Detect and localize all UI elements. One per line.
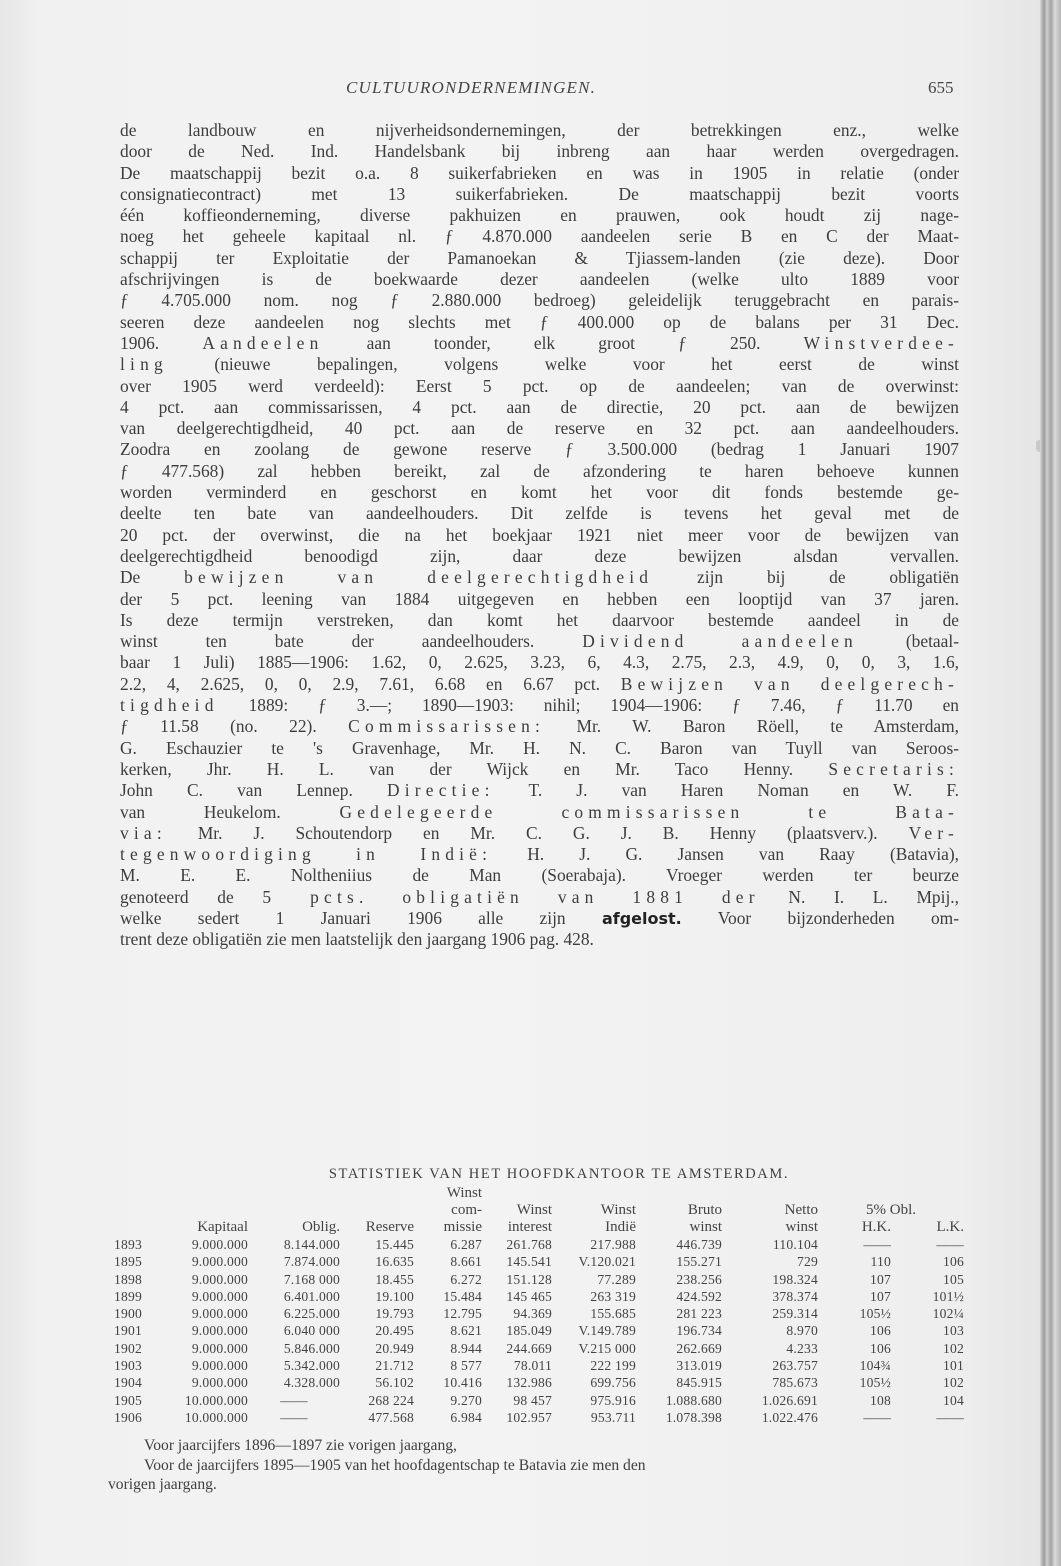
text-line <box>120 802 959 823</box>
col-header-hk: H.K. <box>861 1219 891 1235</box>
table-cell-year: 1901 <box>114 1323 142 1339</box>
table-cell: 15.484 <box>443 1288 482 1304</box>
table-row <box>114 1271 964 1288</box>
col-header: Netto <box>784 1202 818 1218</box>
spaced-heading-commissarissen: Commissarissen: <box>348 716 546 737</box>
table-row <box>114 1236 964 1253</box>
text-line <box>120 695 959 716</box>
text-run: H. J. G. Jansen van Raay (Batavia), <box>527 844 960 865</box>
col-header <box>340 1185 414 1219</box>
table-cell: 217.988 <box>590 1237 636 1252</box>
table-cell: —— <box>863 1237 891 1252</box>
table-cell: 263 319 <box>590 1288 636 1304</box>
table-cell: 6.272 <box>450 1271 482 1287</box>
col-header-kapitaal: Kapitaal <box>197 1219 248 1235</box>
text-line: seeren deze aandeelen nog slechts met ƒ 400.000 op de balans per 31 Dec. <box>120 311 959 332</box>
table-cell: 8.944 <box>450 1340 482 1356</box>
table-cell: 6.401.000 <box>283 1288 340 1304</box>
table-cell: 378.374 <box>772 1288 818 1304</box>
table-cell: 8.661 <box>450 1254 482 1270</box>
table-row <box>114 1288 964 1305</box>
table-cell: 263.757 <box>772 1358 818 1374</box>
table-cell: 20.949 <box>375 1340 414 1356</box>
table-cell: 19.100 <box>375 1288 414 1304</box>
text-line <box>120 887 959 908</box>
text-line: 4 pct. aan commissarissen, 4 pct. aan de directie, 20 pct. aan de bewijzen <box>120 396 959 417</box>
table-cell: 106 <box>870 1323 891 1339</box>
table-cell: 9.000.000 <box>191 1254 248 1270</box>
table-cell: 94.369 <box>513 1306 552 1322</box>
table-cell: 261.768 <box>506 1237 552 1252</box>
text-line: 20 pct. der overwinst, die na het boekjaar 1921 niet meer voor de bewijzen van <box>120 524 959 545</box>
text-run: Mr. J. Schoutendorp en Mr. C. G. J. B. Henny (plaatsverv.). <box>197 822 878 843</box>
col-header-reserve: Reserve <box>365 1219 414 1235</box>
table-cell: 8.970 <box>786 1323 818 1339</box>
text-run: (nieuwe bepalingen, volgens welke voor het eerst de winst <box>214 354 960 375</box>
running-title: CULTUURONDERNEMINGEN. <box>346 78 597 97</box>
book-spine-edge <box>1040 0 1061 1566</box>
text-run: ƒ 11.58 (no. 22). <box>120 716 317 737</box>
table-cell: 729 <box>797 1254 818 1270</box>
table-cell: 108 <box>870 1392 891 1408</box>
table-cell: 238.256 <box>676 1271 722 1287</box>
table-cell: 259.314 <box>772 1306 818 1322</box>
spaced-heading-bewijzen: bewijzen van deelgerechtigdheid <box>184 567 654 588</box>
text-line: De maatschappij bezit o.a. 8 suikerfabrieken en was in 1905 in relatie (onder <box>120 162 959 183</box>
text-line: G. Eschauzier te 's Gravenhage, Mr. H. N. C. Baron van Tuyll van Seroos- <box>120 737 959 758</box>
col-header <box>114 1185 156 1219</box>
table-cell: 7.168 000 <box>283 1271 340 1287</box>
table-cell: —— <box>936 1237 964 1252</box>
table-cell: 7.874.000 <box>283 1254 340 1270</box>
text-line <box>120 333 959 354</box>
table-cell: 132.986 <box>506 1375 552 1391</box>
col-header-winst-interest: interest <box>507 1219 552 1235</box>
text-line: Zoodra en zoolang de gewone reserve ƒ 3.500.000 (bedrag 1 Januari 1907 <box>120 439 959 460</box>
table-cell: 102¼ <box>932 1306 964 1322</box>
table-cell-year: 1899 <box>114 1288 142 1304</box>
footnote-2-line2: vorigen jaargang. <box>108 1476 217 1493</box>
table-cell: —— <box>936 1409 964 1425</box>
table-row <box>114 1392 964 1409</box>
statistics-table <box>114 1185 964 1426</box>
table-cell: 98 457 <box>513 1392 552 1408</box>
table-cell: 4.328.000 <box>283 1375 340 1391</box>
table-cell: 8.621 <box>450 1323 482 1339</box>
spaced-heading-obligatien: 5 pcts. obligatiën van 1881 der <box>262 886 760 907</box>
table-cell-year: 1906 <box>114 1409 142 1425</box>
text-line: ƒ 4.705.000 nom. nog ƒ 2.880.000 bedroeg) geleidelijk teruggebracht en parais- <box>120 290 959 311</box>
table-title: STATISTIEK VAN HET HOOFDKANTOOR TE AMSTERDAM. <box>328 1166 790 1182</box>
bold-afgelost: afgelost. <box>601 908 682 928</box>
table-cell: 281 223 <box>676 1306 722 1322</box>
table-cell: 8 577 <box>450 1358 482 1374</box>
col-header: Bruto <box>687 1202 722 1218</box>
text-run: winst ten bate der aandeelhouders. <box>120 631 535 652</box>
spaced-heading-batavia: via: <box>120 822 167 843</box>
table-cell: 975.916 <box>590 1392 636 1408</box>
table-cell: 10.000.000 <box>184 1409 248 1425</box>
text-line: deelte ten bate van aandeelhouders. Dit zelfde is tevens het geval met de <box>120 503 959 524</box>
text-run: 1889: ƒ 3.—; 1890—1903: nihil; 1904—1906: ƒ 7.46, ƒ 11.70 en <box>248 695 959 716</box>
table-cell: 78.011 <box>513 1358 552 1374</box>
table-cell-year: 1904 <box>114 1375 142 1391</box>
table-cell: 5.342.000 <box>283 1358 340 1374</box>
text-run: (betaal- <box>905 631 959 652</box>
table-cell: 19.793 <box>375 1306 414 1322</box>
table-cell: 101½ <box>932 1288 964 1304</box>
table-cell: 18.455 <box>375 1271 414 1287</box>
table-cell: 104¾ <box>859 1358 891 1374</box>
table-cell: 145 465 <box>506 1288 552 1304</box>
col-header-winst-indie: Indië <box>605 1219 636 1235</box>
col-header <box>248 1185 340 1219</box>
spaced-heading-aandeelen: Aandeelen <box>202 332 324 353</box>
table-cell: 1.078.398 <box>665 1409 722 1425</box>
text-line: schappij ter Exploitatie der Pamanoekan & Tjiassem-landen (zie deze). Door <box>120 247 959 268</box>
table-row <box>114 1409 964 1426</box>
col-header <box>156 1185 248 1219</box>
table-cell: 151.128 <box>506 1271 552 1287</box>
text-line: M. E. E. Noltheniius de Man (Soerabaja). Vroeger werden ter beurze <box>120 865 959 886</box>
text-run: Mr. W. Baron Röell, te Amsterdam, <box>576 716 959 737</box>
text-line: baar 1 Juli) 1885—1906: 1.62, 0, 2.625, 3.23, 6, 4.3, 2.75, 2.3, 4.9, 0, 0, 3, 1.6, <box>120 652 959 673</box>
table-cell: 21.712 <box>375 1358 414 1374</box>
table-cell: 313.019 <box>676 1358 722 1374</box>
table-cell: 6.984 <box>450 1409 482 1425</box>
table-cell: 16.635 <box>375 1254 414 1270</box>
table-cell: 105½ <box>859 1306 891 1322</box>
table-cell: 424.592 <box>676 1288 722 1304</box>
text-line: noeg het geheele kapitaal nl. ƒ 4.870.000 aandeelen serie B en C der Maat- <box>120 226 959 247</box>
table-cell: 106 <box>870 1340 891 1356</box>
table-cell: 8.144.000 <box>283 1237 340 1252</box>
text-line: deelgerechtigdheid benoodigd zijn, daar deze bewijzen alsdan vervallen. <box>120 545 959 566</box>
running-head <box>0 78 1040 102</box>
table-cell: 5.846.000 <box>283 1340 340 1356</box>
table-cell: —— <box>280 1409 308 1425</box>
table-cell: 110.104 <box>772 1237 818 1252</box>
col-header-year <box>114 1219 156 1236</box>
table-cell: 9.000.000 <box>191 1358 248 1374</box>
table-cell: 102.957 <box>506 1409 552 1425</box>
table-cell: 1.088.680 <box>665 1392 722 1408</box>
col-header-lk: L.K. <box>936 1219 964 1235</box>
text-line: van deelgerechtigdheid, 40 pct. aan de reserve en 32 pct. aan aandeelhouders. <box>120 418 959 439</box>
table-cell: 6.040 000 <box>283 1323 340 1339</box>
table-cell: —— <box>280 1392 308 1408</box>
table-cell: —— <box>863 1409 891 1425</box>
text-run: zijn bij de obligatiën <box>697 567 959 588</box>
table-cell: 105 <box>943 1271 964 1287</box>
table-body <box>114 1236 964 1426</box>
col-header-bruto-winst: winst <box>689 1219 722 1235</box>
table-cell: 845.915 <box>676 1375 722 1391</box>
table-cell: 1.022.476 <box>761 1409 818 1425</box>
table-cell: 20.495 <box>375 1323 414 1339</box>
table-cell: 103 <box>943 1323 964 1339</box>
table-cell: 110 <box>870 1254 891 1270</box>
text-line <box>120 908 959 929</box>
table-cell: 198.324 <box>772 1271 818 1287</box>
table-cell: V.149.789 <box>578 1323 636 1339</box>
table-cell: 9.000.000 <box>191 1271 248 1287</box>
table-cell: V.120.021 <box>578 1254 636 1270</box>
spaced-heading-dividend: Dividend aandeelen <box>582 631 858 652</box>
table-cell: 9.270 <box>450 1392 482 1408</box>
table-cell: 12.795 <box>443 1306 482 1322</box>
table-cell: 1.026.691 <box>761 1392 818 1408</box>
table-cell: 102 <box>943 1375 964 1391</box>
table-cell: 222 199 <box>590 1358 636 1374</box>
table-cell: 9.000.000 <box>191 1306 248 1322</box>
table-header-row-top <box>114 1185 964 1219</box>
spaced-heading-winstverdeeling-cont: ling <box>120 354 168 375</box>
table-cell: 699.756 <box>590 1375 636 1391</box>
text-run: genoteerd de <box>120 886 234 907</box>
table-cell: 9.000.000 <box>191 1237 248 1252</box>
table-cell: 185.049 <box>506 1323 552 1339</box>
text-run: kerken, Jhr. H. L. van der Wijck en Mr. Taco Henny. <box>120 758 794 779</box>
table-cell-year: 1905 <box>114 1392 142 1408</box>
text-line: afschrijvingen is de boekwaarde dezer aandeelen (welke ulto 1889 voor <box>120 269 959 290</box>
footnote-2-line1: Voor de jaarcijfers 1895—1905 van het hoofdagentschap te Batavia zie men den <box>144 1456 646 1474</box>
text-line <box>120 844 959 865</box>
text-line <box>120 631 959 652</box>
spaced-heading-bewijzen-deel: Bewijzen van deelgerech- <box>620 673 959 694</box>
table-cell: 104 <box>943 1392 964 1408</box>
spaced-heading-tigdheid: tigdheid <box>120 695 219 716</box>
table-cell: 10.000.000 <box>184 1392 248 1408</box>
text-line <box>120 823 959 844</box>
table-cell-year: 1898 <box>114 1271 142 1287</box>
col-header-oblig: Oblig. <box>302 1219 340 1235</box>
table-row <box>114 1305 964 1322</box>
spaced-heading-ver: Ver- <box>908 822 959 843</box>
footnote-1: Voor jaarcijfers 1896—1897 zie vorigen jaargang, <box>144 1437 457 1454</box>
table-row <box>114 1340 964 1357</box>
spaced-heading-vertegenwoordiging: tegenwoordiging in Indië: <box>120 844 493 865</box>
table-cell: 196.734 <box>676 1323 722 1339</box>
text-line: over 1905 werd verdeeld): Eerst 5 pct. op de aandeelen; van de overwinst: <box>120 375 959 396</box>
table-cell: 6.287 <box>450 1237 482 1252</box>
spaced-heading-gedelegeerde: Gedelegeerde commissarissen te Bata- <box>339 801 959 822</box>
footnotes <box>108 1436 958 1495</box>
text-run: John C. van Lennep. <box>120 780 353 801</box>
table-cell: 101 <box>943 1358 964 1374</box>
table-cell: 244.669 <box>506 1340 552 1356</box>
spaced-heading-directie: Directie: <box>387 780 495 801</box>
table-cell: 106 <box>943 1254 964 1270</box>
table-cell: 155.271 <box>676 1254 722 1270</box>
table-cell: 262.669 <box>676 1340 722 1356</box>
table-cell: 10.416 <box>443 1375 482 1391</box>
table-cell: 446.739 <box>676 1237 722 1252</box>
col-header-winst-commissie: missie <box>443 1219 482 1235</box>
col-header-netto-winst: winst <box>785 1219 818 1235</box>
table-cell-year: 1900 <box>114 1306 142 1322</box>
table-row <box>114 1357 964 1374</box>
table-cell-year: 1903 <box>114 1358 142 1374</box>
table-cell: 9.000.000 <box>191 1323 248 1339</box>
table-cell: 6.225.000 <box>283 1306 340 1322</box>
col-header: Winst <box>516 1202 552 1218</box>
text-line: de landbouw en nijverheidsondernemingen, der betrekkingen enz., welke <box>120 120 959 140</box>
table-cell: 9.000.000 <box>191 1288 248 1304</box>
text-run: Voor bijzonderheden om- <box>717 907 959 928</box>
text-run: aan toonder, elk groot ƒ 250. <box>366 332 761 353</box>
text-run: T. J. van Haren Noman en W. F. <box>528 780 959 801</box>
table-cell: 107 <box>870 1271 891 1287</box>
table-cell-year: 1893 <box>114 1237 142 1252</box>
col-header: Winst com- <box>446 1185 482 1218</box>
text-run: 2.2, 4, 2.625, 0, 0, 2.9, 7.61, 6.68 en 6.67 pct. <box>120 673 601 694</box>
text-run: N. I. L. Mpij., <box>788 886 959 907</box>
table-row <box>114 1322 964 1339</box>
spaced-heading-secretaris: Secretaris: <box>828 758 959 779</box>
table-row <box>114 1253 964 1270</box>
table-cell: V.215 000 <box>578 1340 636 1356</box>
text-line <box>120 354 959 375</box>
col-header: Winst <box>600 1202 636 1218</box>
table-cell-year: 1895 <box>114 1254 142 1270</box>
text-line: Is deze termijn verstreken, dan komt het daarvoor bestemde aandeel in de <box>120 609 959 630</box>
text-line <box>120 674 959 695</box>
table-cell: 15.445 <box>375 1237 414 1252</box>
col-header: 5% Obl. <box>866 1202 916 1218</box>
table-cell: 9.000.000 <box>191 1375 248 1391</box>
table-header-row-bottom <box>114 1219 964 1236</box>
text-run: 1906. <box>120 332 160 353</box>
text-line <box>120 567 959 588</box>
text-line: één koffieonderneming, diverse pakhuizen en prauwen, ook houdt zij nage- <box>120 205 959 226</box>
text-line: der 5 pct. leening van 1884 uitgegeven en hebben een looptijd van 37 jaren. <box>120 588 959 609</box>
table-cell: 268 224 <box>368 1392 414 1408</box>
text-line <box>120 780 959 801</box>
table-cell: 9.000.000 <box>191 1340 248 1356</box>
spaced-heading-winstverdeeling: Winstverdee- <box>803 332 959 353</box>
text-line: consignatiecontract) met 13 suikerfabrieken. De maatschappij bezit voorts <box>120 183 959 204</box>
table-cell: 56.102 <box>375 1375 414 1391</box>
text-run: De <box>120 567 141 588</box>
text-line: door de Ned. Ind. Handelsbank bij inbreng aan haar werden overgedragen. <box>120 141 959 162</box>
page-number: 655 <box>928 78 954 97</box>
text-line: trent deze obligatiën zie men laatstelijk den jaargang 1906 pag. 428. <box>120 929 594 950</box>
statistics-table-section <box>114 1163 964 1426</box>
text-line <box>120 716 959 737</box>
table-cell: 785.673 <box>772 1375 818 1391</box>
table-cell: 953.711 <box>590 1409 636 1425</box>
text-line <box>120 759 959 780</box>
table-row <box>114 1374 964 1391</box>
table-cell: 145.541 <box>506 1254 552 1270</box>
table-cell: 477.568 <box>368 1409 414 1425</box>
table-cell: 155.685 <box>590 1306 636 1322</box>
table-cell: 4.233 <box>786 1340 818 1356</box>
text-line: worden verminderd en geschorst en komt het voor dit fonds bestemde ge- <box>120 482 959 503</box>
table-cell-year: 1902 <box>114 1340 142 1356</box>
text-run: welke sedert 1 Januari 1906 alle zijn <box>120 907 566 928</box>
text-run: van Heukelom. <box>120 801 281 822</box>
text-line: ƒ 477.568) zal hebben bereikt, zal de afzondering te haren behoeve kunnen <box>120 460 959 481</box>
table-cell: 107 <box>870 1288 891 1304</box>
table-cell: 77.289 <box>597 1271 636 1287</box>
body-text <box>120 120 959 951</box>
table-cell: 105½ <box>859 1375 891 1391</box>
table-cell: 102 <box>943 1340 964 1356</box>
